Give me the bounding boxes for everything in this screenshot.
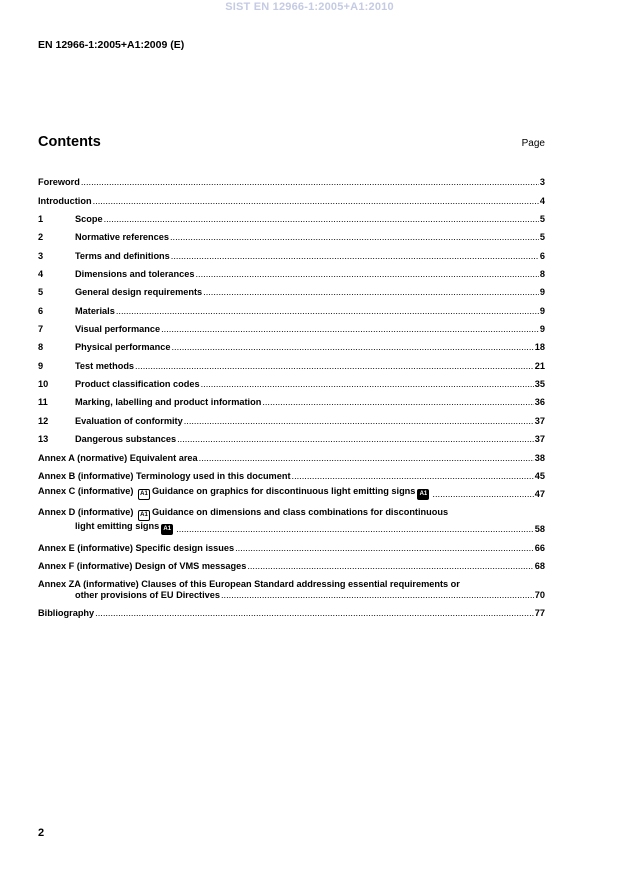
toc-page: 37 — [534, 434, 545, 445]
dot-leader — [176, 434, 534, 445]
amendment-close-icon: A1 — [417, 489, 429, 500]
amendment-close-icon: A1 — [161, 524, 173, 535]
toc-title-continued: light emitting signs — [75, 521, 160, 532]
toc-page: 47 — [534, 489, 545, 500]
toc-number: 1 — [38, 214, 44, 225]
toc-page: 21 — [534, 360, 545, 371]
toc-entry-foreword[interactable] — [38, 170, 545, 188]
toc-number: 13 — [38, 434, 49, 445]
toc-title: Marking, labelling and product information — [75, 397, 262, 408]
toc-number: 10 — [38, 379, 49, 390]
toc-number: 3 — [38, 250, 44, 261]
dot-leader — [103, 214, 539, 225]
toc-entry-annex-e[interactable] — [38, 535, 545, 553]
toc-entry-11[interactable] — [38, 390, 545, 408]
toc-page: 35 — [534, 379, 545, 390]
toc-number: 2 — [38, 232, 44, 243]
toc-page: 77 — [534, 608, 545, 619]
dot-leader — [115, 306, 539, 317]
toc-number: 6 — [38, 305, 44, 316]
contents-title: Contents — [38, 134, 101, 150]
dot-leader — [246, 561, 533, 572]
toc-entry-5[interactable] — [38, 280, 545, 298]
dot-leader — [291, 471, 534, 482]
toc-entry-annex-za[interactable] — [38, 572, 545, 601]
toc-page: 38 — [534, 452, 545, 463]
toc-page: 70 — [534, 589, 545, 600]
dot-leader — [169, 232, 539, 243]
toc-title: Annex A (normative) Equivalent area — [38, 452, 198, 463]
toc-title: Product classification codes — [75, 379, 200, 390]
document-id: EN 12966-1:2005+A1:2009 (E) — [38, 39, 185, 51]
dot-leader — [234, 543, 534, 554]
toc-entry-introduction[interactable] — [38, 188, 545, 206]
dot-leader — [171, 342, 534, 353]
toc-page: 18 — [534, 342, 545, 353]
dot-leader — [134, 361, 534, 372]
toc-page: 9 — [539, 324, 545, 335]
toc-page: 36 — [534, 397, 545, 408]
toc-number: 12 — [38, 415, 49, 426]
toc-title: Terms and definitions — [75, 250, 170, 261]
dot-leader — [261, 397, 533, 408]
toc-title: Annex B (informative) Terminology used in this document — [38, 470, 291, 481]
toc-title: Test methods — [75, 360, 135, 371]
watermark: SIST EN 12966-1:2005+A1:2010 — [225, 1, 394, 13]
toc-entry-annex-b[interactable] — [38, 464, 545, 482]
toc-page: 6 — [539, 250, 545, 261]
dot-leader — [183, 416, 534, 427]
amendment-open-icon: A1 — [138, 489, 150, 500]
toc-entry-annex-f[interactable] — [38, 554, 545, 572]
toc-page: 45 — [534, 470, 545, 481]
toc-entry-9[interactable] — [38, 353, 545, 371]
toc-page: 68 — [534, 560, 545, 571]
dot-leader — [198, 453, 534, 464]
dot-leader — [94, 608, 534, 619]
toc-title: Visual performance — [75, 324, 161, 335]
toc-title: Guidance on graphics for discontinuous light emitting signs — [152, 486, 416, 497]
toc-entry-8[interactable] — [38, 335, 545, 353]
toc-number: 7 — [38, 324, 44, 335]
toc-entry-10[interactable] — [38, 372, 545, 390]
toc-entry-annex-c[interactable] — [38, 482, 545, 500]
dot-leader — [202, 287, 539, 298]
toc-title: Foreword — [38, 177, 80, 188]
toc-page: 3 — [539, 177, 545, 188]
toc-entry-6[interactable] — [38, 298, 545, 316]
dot-leader — [200, 379, 534, 390]
toc-number: 5 — [38, 287, 44, 298]
dot-leader — [194, 269, 538, 280]
toc-page: 58 — [534, 524, 545, 535]
toc-page: 9 — [539, 287, 545, 298]
dot-leader — [431, 489, 533, 500]
page-column-label: Page — [521, 138, 545, 149]
toc-title: Dimensions and tolerances — [75, 269, 195, 280]
toc-page: 5 — [539, 232, 545, 243]
dot-leader — [175, 524, 534, 535]
toc-number: 8 — [38, 342, 44, 353]
toc-page: 5 — [539, 214, 545, 225]
toc-title-prefix: Annex D (informative) — [38, 507, 137, 518]
toc-title: Scope — [75, 214, 103, 225]
toc-entry-2[interactable] — [38, 225, 545, 243]
toc-number: 9 — [38, 360, 44, 371]
toc-page: 9 — [539, 305, 545, 316]
toc-title: Annex F (informative) Design of VMS messages — [38, 560, 247, 571]
toc-page: 8 — [539, 269, 545, 280]
toc-title: Dangerous substances — [75, 434, 177, 445]
toc-title: Materials — [75, 305, 115, 316]
toc-title: Physical performance — [75, 342, 171, 353]
toc-title: Evaluation of conformity — [75, 415, 183, 426]
toc-title: Annex ZA (informative) Clauses of this European Standard addressing essential requirements or — [38, 578, 460, 589]
toc-page: 4 — [539, 195, 545, 206]
toc-entry-7[interactable] — [38, 317, 545, 335]
toc-entry-3[interactable] — [38, 243, 545, 261]
dot-leader — [170, 251, 539, 262]
toc-title: Bibliography — [38, 608, 95, 619]
toc-title-prefix: Annex C (informative) — [38, 486, 137, 497]
toc-title: General design requirements — [75, 287, 203, 298]
dot-leader — [80, 177, 539, 188]
toc-page: 66 — [534, 542, 545, 553]
dot-leader — [160, 324, 539, 335]
dot-leader — [220, 590, 534, 601]
toc-title: Normative references — [75, 232, 169, 243]
amendment-open-icon: A1 — [138, 510, 150, 521]
dot-leader — [92, 196, 539, 207]
toc-number: 11 — [38, 397, 48, 408]
toc-entry-bibliography[interactable] — [38, 601, 545, 619]
toc-entry-4[interactable] — [38, 262, 545, 280]
toc-entry-13[interactable] — [38, 427, 545, 445]
page-number: 2 — [38, 827, 45, 839]
toc-title: Introduction — [38, 195, 92, 206]
toc-page: 37 — [534, 415, 545, 426]
toc-entry-annex-a[interactable] — [38, 445, 545, 463]
toc-entry-annex-d[interactable] — [38, 500, 545, 535]
toc-entry-1[interactable] — [38, 207, 545, 225]
toc-entry-12[interactable] — [38, 408, 545, 426]
table-of-contents — [38, 170, 545, 619]
toc-number: 4 — [38, 269, 44, 280]
toc-title: Annex E (informative) Specific design issues — [38, 542, 235, 553]
toc-title-continued: other provisions of EU Directives — [75, 589, 220, 600]
toc-title: Guidance on dimensions and class combinations for discontinuous — [152, 507, 449, 518]
